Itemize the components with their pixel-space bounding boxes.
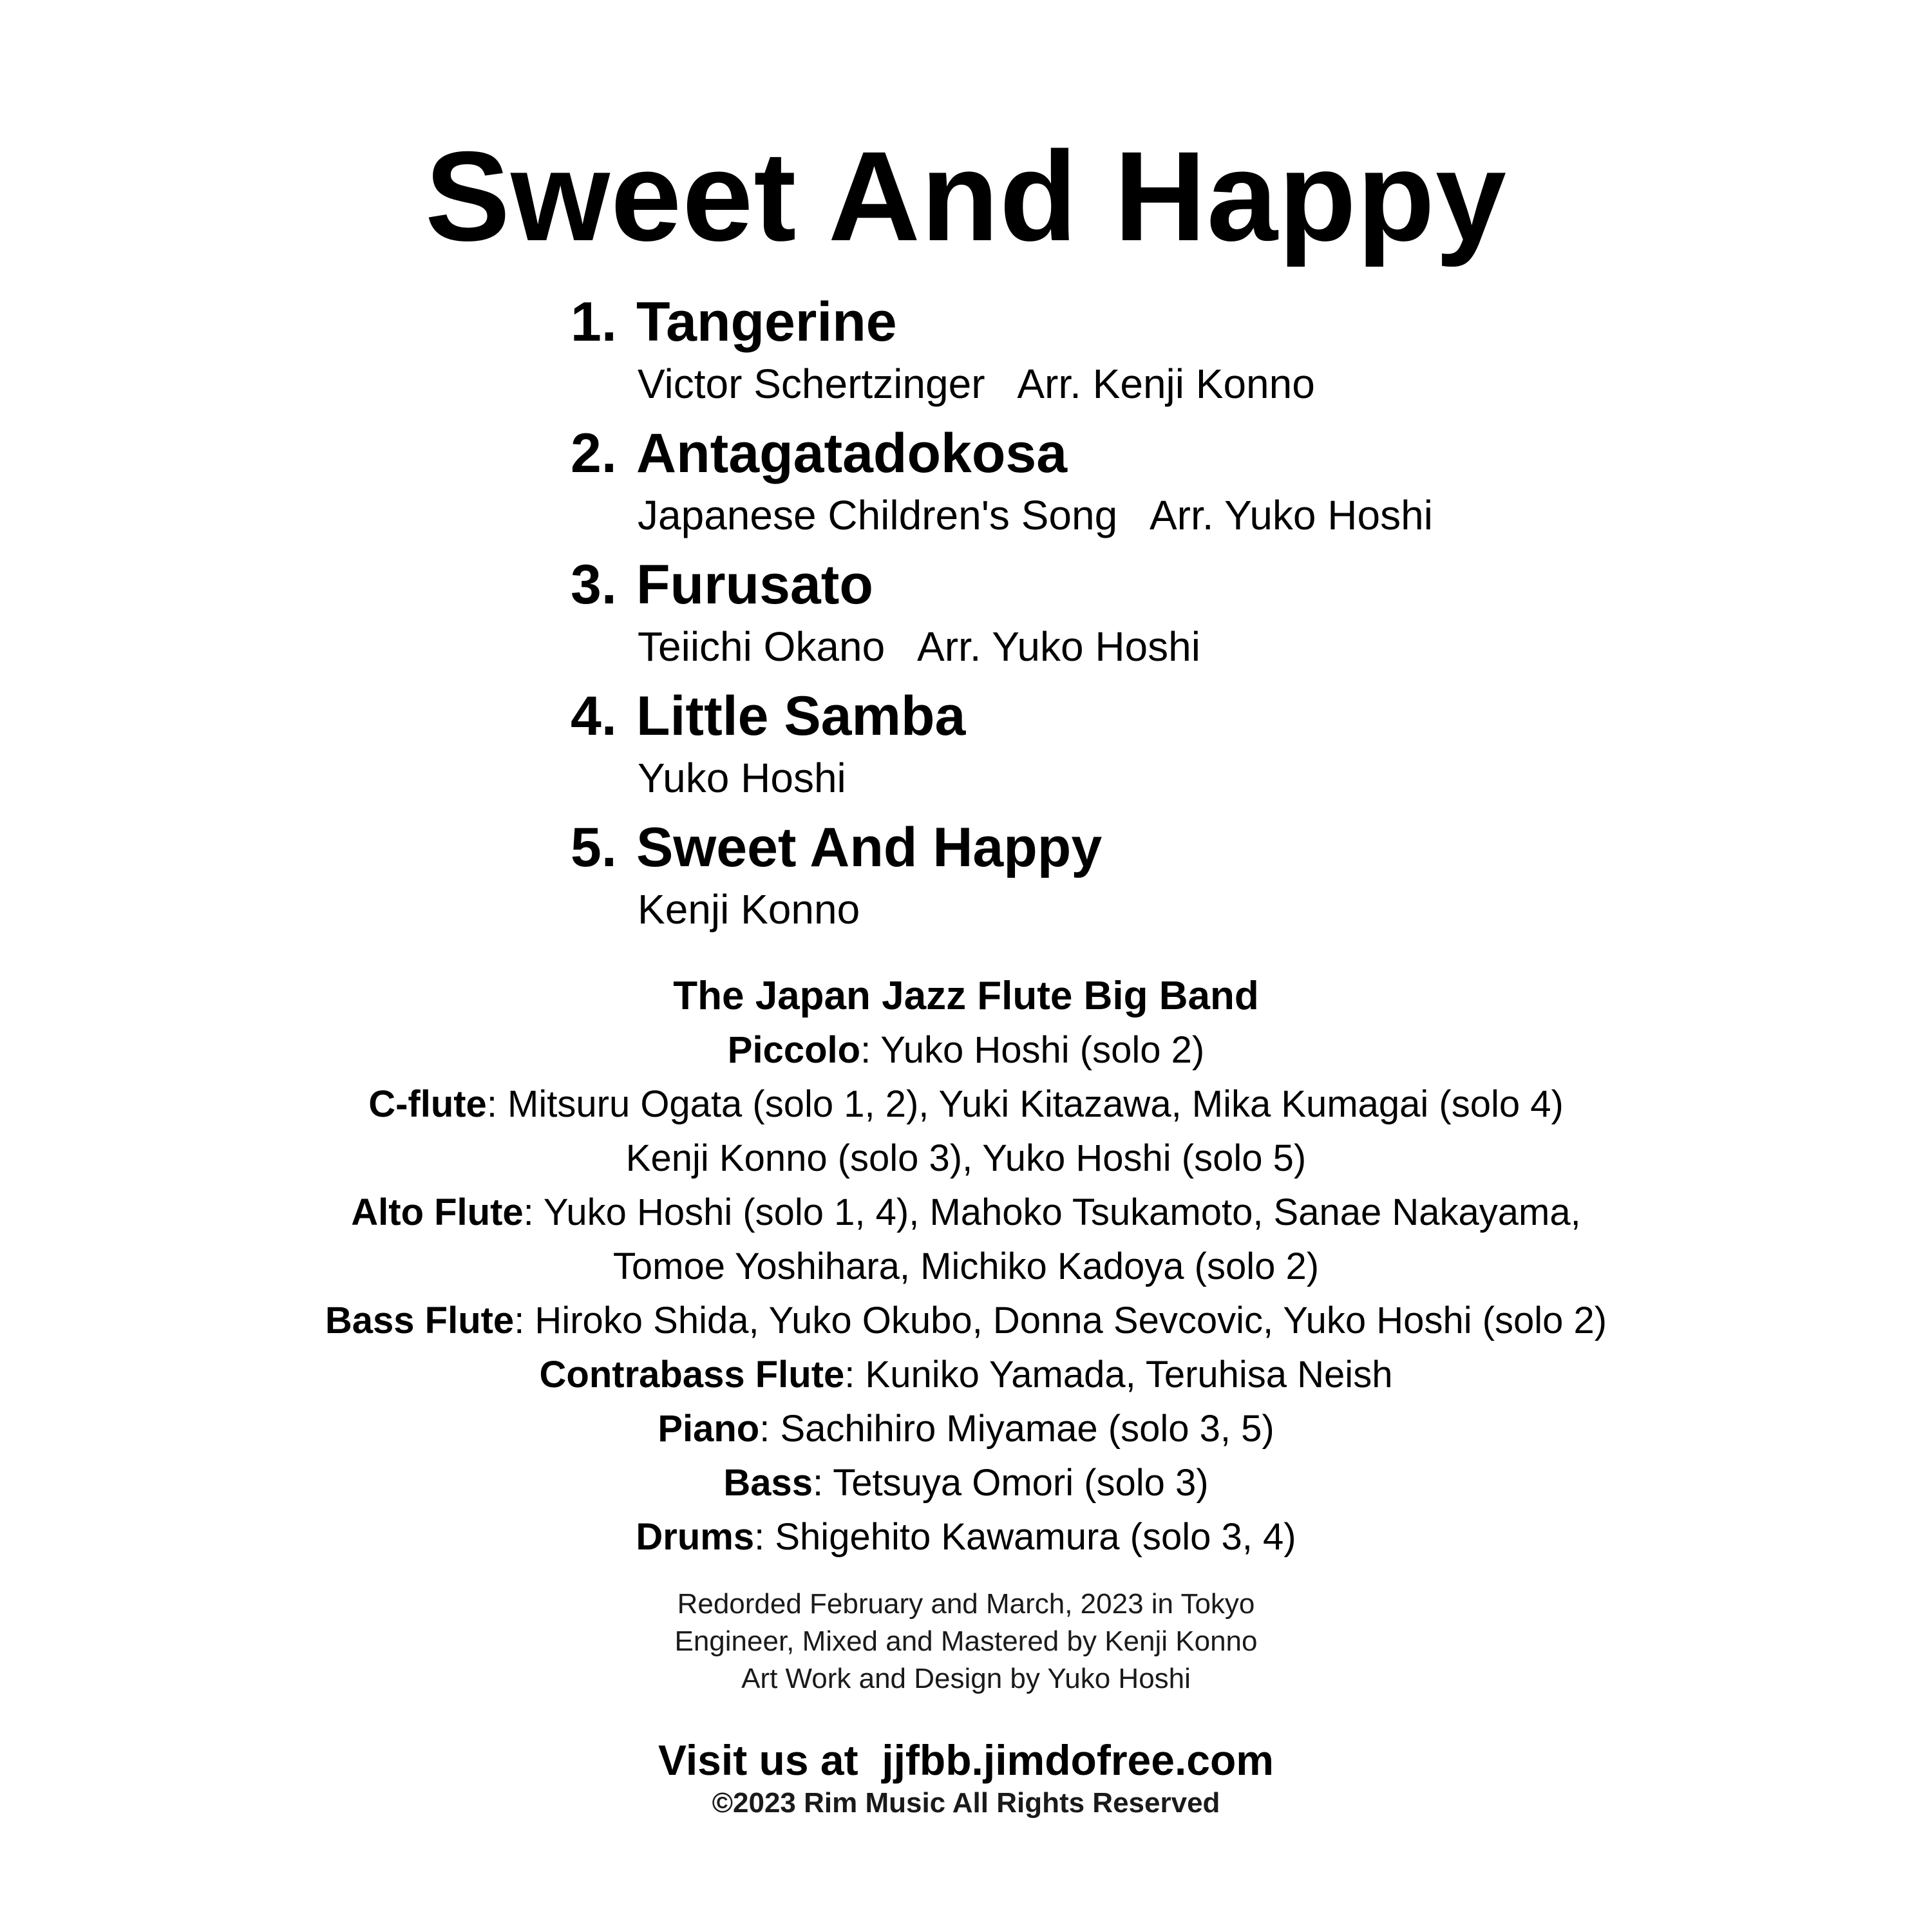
member-names: : Hiroko Shida, Yuko Okubo, Donna Sevcovic, Yuko Hoshi (solo 2) — [514, 1300, 1607, 1341]
track-credit: Yuko Hoshi — [638, 755, 846, 801]
track-credit: Victor Schertzinger Arr. Kenji Konno — [638, 361, 1315, 407]
track-credit: Japanese Children's Song Arr. Yuko Hoshi — [638, 492, 1433, 538]
member-line — [0, 1510, 1932, 1564]
production-credits — [0, 1586, 1932, 1698]
member-names: Kenji Konno (solo 3), Yuko Hoshi (solo 5) — [625, 1137, 1307, 1179]
track-list — [0, 287, 1932, 931]
track-title: Sweet And Happy — [636, 817, 1103, 878]
engineer-note: Engineer, Mixed and Mastered by Kenji Konno — [674, 1625, 1258, 1657]
member-names: : Yuko Hoshi (solo 2) — [860, 1029, 1205, 1071]
member-line — [0, 1023, 1932, 1077]
track-title: Tangerine — [636, 291, 897, 353]
instrument-role: Alto Flute — [351, 1191, 524, 1233]
member-names: : Kuniko Yamada, Teruhisa Neish — [844, 1354, 1393, 1396]
instrument-role: Bass — [723, 1462, 813, 1504]
member-names: : Mitsuru Ogata (solo 1, 2), Yuki Kitazawa, Mika Kumagai (solo 4) — [486, 1083, 1564, 1125]
track-number: 3. — [571, 554, 617, 616]
member-line — [0, 1077, 1932, 1132]
track-number: 2. — [571, 422, 617, 484]
instrument-role: Piccolo — [727, 1029, 861, 1071]
member-names: : Sachihiro Miyamae (solo 3, 5) — [759, 1408, 1274, 1450]
track-title: Antagatadokosa — [636, 422, 1068, 484]
member-names: Tomoe Yoshihara, Michiko Kadoya (solo 2) — [612, 1245, 1320, 1287]
album-title: Sweet And Happy — [425, 125, 1507, 267]
member-line — [0, 1294, 1932, 1348]
member-names: : Yuko Hoshi (solo 1, 4), Mahoko Tsukamoto, Sanae Nakayama, — [523, 1191, 1581, 1233]
band-name: The Japan Jazz Flute Big Band — [673, 974, 1259, 1018]
member-line — [0, 1456, 1932, 1510]
recorded-note: Redorded February and March, 2023 in Tokyo — [677, 1588, 1255, 1620]
copyright-line: ©2023 Rim Music All Rights Reserved — [712, 1787, 1220, 1819]
instrument-role: Piano — [658, 1408, 760, 1450]
track-number: 4. — [571, 685, 617, 747]
artwork-note: Art Work and Design by Yuko Hoshi — [741, 1663, 1191, 1694]
track-title: Furusato — [636, 554, 873, 616]
member-line — [0, 1132, 1932, 1186]
member-names: : Tetsuya Omori (solo 3) — [813, 1462, 1209, 1504]
website-line: Visit us at jjfbb.jimdofree.com — [658, 1736, 1274, 1784]
instrument-role: C-flute — [368, 1083, 487, 1125]
member-line — [0, 1186, 1932, 1240]
instrument-role: Bass Flute — [325, 1300, 515, 1341]
track-title: Little Samba — [636, 685, 966, 747]
member-line — [0, 1240, 1932, 1294]
band-personnel — [0, 969, 1932, 1564]
instrument-role: Contrabass Flute — [539, 1354, 845, 1396]
instrument-role: Drums — [636, 1516, 755, 1558]
track-credit: Teiichi Okano Arr. Yuko Hoshi — [638, 623, 1200, 670]
member-line — [0, 1402, 1932, 1456]
member-names: : Shigehito Kawamura (solo 3, 4) — [754, 1516, 1296, 1558]
track-credit: Kenji Konno — [638, 886, 860, 933]
track-number: 1. — [571, 291, 617, 353]
track-number: 5. — [571, 817, 617, 878]
member-line — [0, 1348, 1932, 1402]
